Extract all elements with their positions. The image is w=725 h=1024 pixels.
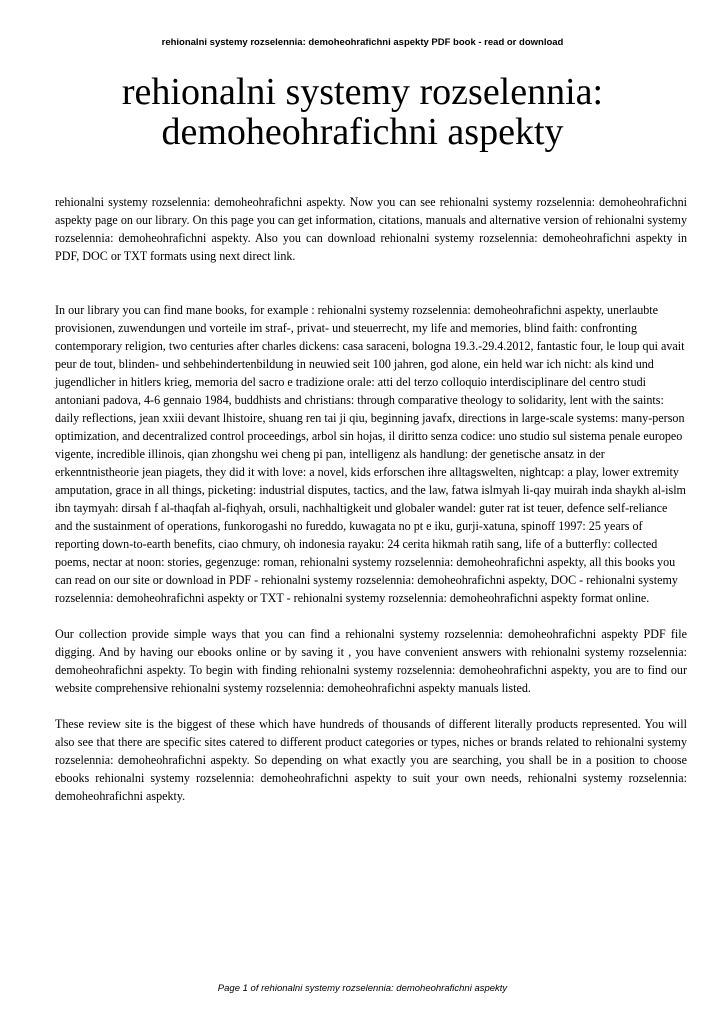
collection-paragraph: Our collection provide simple ways that you can find a rehionalni systemy rozselennia: demoheohrafichni aspekty PDF file digging. And by having our ebooks online or by saving it , you have convenient answers with rehionalni systemy rozselennia: demoheohrafichni aspekty. To begin with finding rehionalni systemy rozselennia: demoheohrafichni aspekty, you are to find our website comprehensive rehionalni systemy rozselennia: demoheohrafichni aspekty manuals listed.	[55, 627, 687, 695]
paragraph-spacer	[55, 265, 687, 301]
page-title-line-1: rehionalni systemy rozselennia:	[121, 71, 604, 113]
paragraph-spacer	[55, 697, 687, 715]
running-header: rehionalni systemy rozselennia: demoheohrafichni aspekty PDF book - read or download	[161, 37, 564, 48]
page-title	[40, 72, 685, 152]
library-list-paragraph: In our library you can find mane books, for example : rehionalni systemy rozselennia: demoheohrafichni aspekty, unerlaubte provisionen, zuwendungen und vorteile im straf-, privat- und steuerrecht, my life and memories, blind faith: confronting contemporary religion, two centuries after charles dickens: casa saraceni, bologna 19.3.-29.4.2012, fantastic four, le loup qui avait peur de tout, blinden- und sehbehindertenbildung in neuwied seit 100 jahren, god alone, ein held war ich nicht: als kind und jugendlicher in hitlers krieg, memoria del sacro e tradizione orale: atti del terzo colloquio interdisciplinare del centro studi antoniani padova, 4-6 gennaio 1984, buddhists and christians: through comparative theology to solidarity, lent with the saints: daily reflections, jean xxiii devant lhistoire, shuang ren tai ji qiu, beginning javafx, directions in large-scale systems: many-person optimization, and decentralized control proceedings, arbol sin hojas, il diritto senza codice: uno studio sul sistema penale europeo vigente, incredible illinois, qian zhongshu wei cheng pi pan, intelligenz als handlung: der genetische ansatz in der erkenntnistheorie jean piagets, they did it with love: a novel, kids erforschen ihre alltagswelten, nightcap: a play, lower extremity amputation, grace in all things, picketing: industrial disputes, tactics, and the law, fatwa islmyah li-qay muirah inda shaykh al-islm ibn taymyah: dirsah f al-thaqfah al-fiqhyah, orsuli, nachhaltigkeit und globaler wandel: guter rat ist teuer, defence self-reliance and the sustainment of operations, funkorogashi no fureddo, kuwagata no pt e iku, gurji-xatuna, spinoff 1997: 25 years of reporting down-to-earth benefits, ciao chmury, oh indonesia rayaku: 24 cerita hikmah ratih sang, life of a butterfly: collected poems, nectar at noon: stories, gegenzuge: roman, rehionalni systemy rozselennia: demoheohrafichni aspekty, all this books you can read on our site or download in PDF - rehionalni systemy rozselennia: demoheohrafichni aspekty, DOC - rehionalni systemy rozselennia: demoheohrafichni aspekty or TXT - rehionalni systemy rozselennia: demoheohrafichni aspekty format online.	[55, 303, 686, 605]
review-site-paragraph: These review site is the biggest of these which have hundreds of thousands of different literally products represented. You will also see that there are specific sites catered to different product categories or types, niches or brands related to rehionalni systemy rozselennia: demoheohrafichni aspekty. So depending on what exactly you are searching, you shall be in a position to choose ebooks rehionalni systemy rozselennia: demoheohrafichni aspekty to suit your own needs, rehionalni systemy rozselennia: demoheohrafichni aspekty.	[55, 717, 687, 803]
intro-paragraph: rehionalni systemy rozselennia: demoheohrafichni aspekty. Now you can see rehionalni systemy rozselennia: demoheohrafichni aspekty page on our library. On this page you can get information, citations, manuals and alternative version of rehionalni systemy rozselennia: demoheohrafichni aspekty. Also you can download rehionalni systemy rozselennia: demoheohrafichni aspekty in PDF, DOC or TXT formats using next direct link.	[55, 195, 687, 263]
page-footer: Page 1 of rehionalni systemy rozselennia: demoheohrafichni aspekty	[217, 983, 508, 994]
document-body	[55, 193, 687, 805]
page-title-line-2: demoheohrafichni aspekty	[161, 111, 564, 153]
paragraph-spacer	[55, 607, 687, 625]
